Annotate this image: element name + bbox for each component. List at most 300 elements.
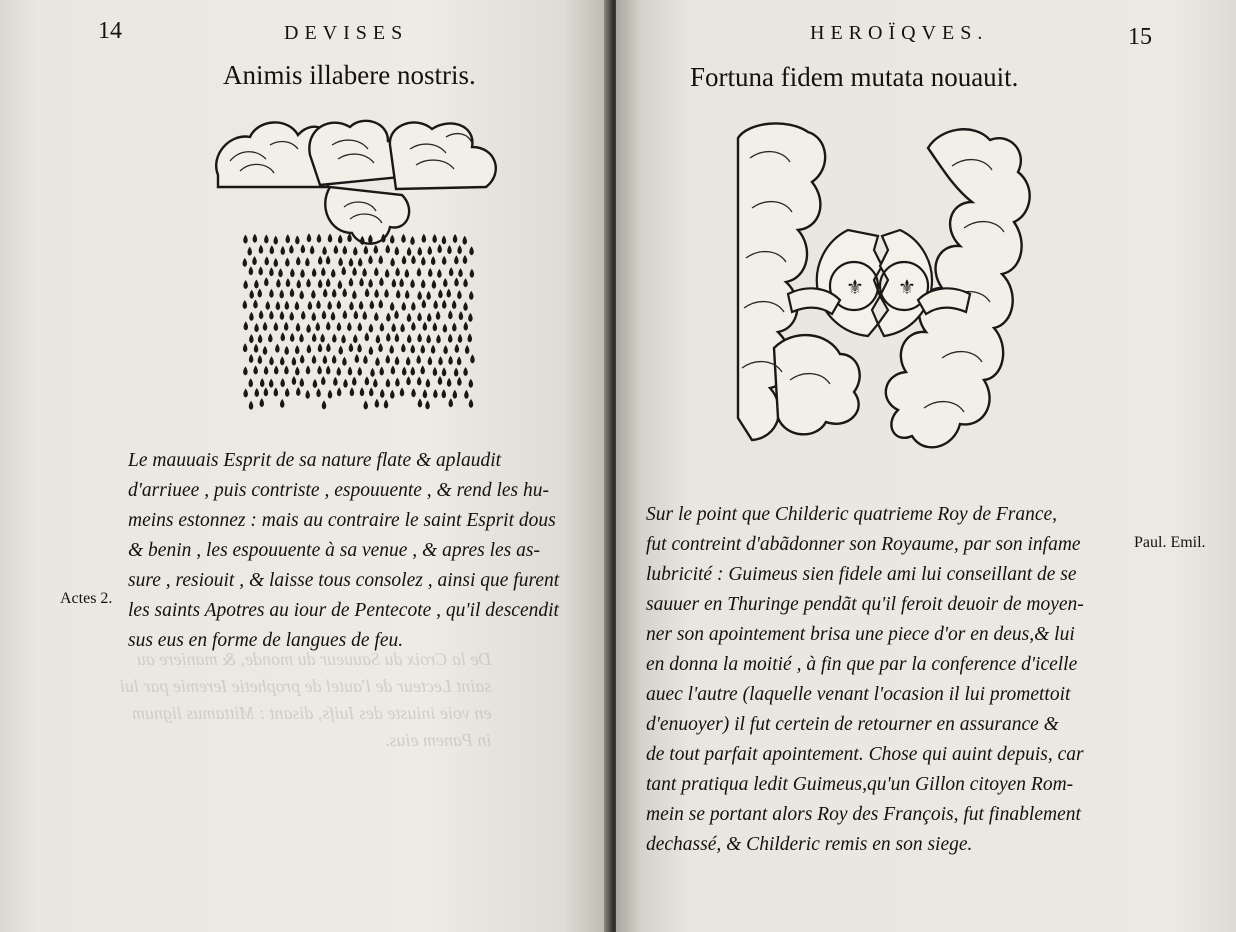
flame-mark xyxy=(369,346,374,355)
flame-mark xyxy=(355,354,360,363)
flame-mark xyxy=(443,345,448,354)
flame-mark xyxy=(243,343,248,352)
flame-mark xyxy=(313,379,318,388)
flame-mark xyxy=(395,333,400,342)
flame-mark xyxy=(263,322,268,331)
flame-mark xyxy=(427,246,432,255)
flame-mark xyxy=(312,312,317,321)
flame-mark xyxy=(449,267,454,276)
flame-mark xyxy=(379,367,384,376)
flame-mark xyxy=(350,387,355,396)
flame-mark xyxy=(390,235,395,244)
flame-mark xyxy=(326,321,331,330)
flame-mark xyxy=(400,323,405,332)
right-body-line: tant pratiqua ledit Guimeus,qu'un Gillon citoyen Rom- xyxy=(646,774,1074,795)
flame-mark xyxy=(411,322,416,331)
flame-mark xyxy=(421,279,426,288)
flame-mark xyxy=(395,246,400,255)
flame-mark xyxy=(292,357,297,366)
flame-mark xyxy=(338,257,343,266)
flame-mark xyxy=(301,244,306,253)
flame-mark xyxy=(338,234,343,243)
right-page xyxy=(616,0,1236,932)
flame-mark xyxy=(308,301,313,310)
flame-mark xyxy=(323,288,328,297)
flame-mark xyxy=(259,245,264,254)
flame-mark xyxy=(421,344,426,353)
flame-mark xyxy=(422,234,427,243)
flame-mark xyxy=(437,244,442,253)
flame-mark xyxy=(343,310,348,319)
flame-mark xyxy=(437,269,442,278)
flame-mark xyxy=(269,379,274,388)
flame-mark xyxy=(454,255,459,264)
flame-mark xyxy=(457,245,462,254)
flame-mark xyxy=(332,289,337,298)
left-body-line: sure , resiouit , & laisse tous consolez , ainsi que furent xyxy=(128,570,560,591)
flame-mark xyxy=(273,236,278,245)
flame-mark xyxy=(299,333,304,342)
flame-mark xyxy=(447,289,452,298)
left-body-line: meins estonnez : mais au contraire le saint Esprit dous xyxy=(128,510,556,531)
flame-mark xyxy=(417,333,422,342)
flame-mark xyxy=(391,323,396,332)
flame-mark xyxy=(436,311,441,320)
flame-mark xyxy=(264,387,269,396)
flame-mark xyxy=(428,268,433,277)
flame-mark xyxy=(447,378,452,387)
flame-mark xyxy=(400,388,405,397)
flame-mark xyxy=(269,310,274,319)
flame-mark xyxy=(352,377,357,386)
left-motto: Animis illabere nostris. xyxy=(223,60,476,90)
flame-mark xyxy=(390,257,395,266)
flame-mark xyxy=(348,367,353,376)
right-body-line: sauuer en Thuringe pendãt qu'il feroit deuoir de moyen- xyxy=(646,594,1084,615)
flame-mark xyxy=(462,236,467,245)
flame-mark xyxy=(275,344,280,353)
flame-mark xyxy=(426,291,431,300)
flame-mark xyxy=(253,299,257,308)
flame-mark xyxy=(286,278,291,287)
right-body-line: lubricité : Guimeus sien fidele ami lui conseillant de se xyxy=(646,564,1077,585)
flame-mark xyxy=(331,311,336,320)
flame-mark xyxy=(353,334,358,343)
flame-mark xyxy=(469,379,474,388)
left-margin-note: Actes 2. xyxy=(60,590,113,607)
flame-mark xyxy=(416,355,421,364)
flame-mark xyxy=(465,345,470,354)
flame-mark xyxy=(349,277,354,286)
flame-mark xyxy=(305,390,310,399)
flame-mark xyxy=(401,343,406,352)
flame-mark xyxy=(463,302,468,311)
flame-mark xyxy=(326,255,331,264)
flame-mark xyxy=(395,356,400,365)
flame-mark xyxy=(379,299,384,308)
flame-mark xyxy=(443,324,448,333)
flame-mark xyxy=(300,269,305,278)
flame-mark xyxy=(453,390,458,399)
flame-mark xyxy=(326,343,331,352)
flame-mark xyxy=(374,245,379,254)
flame-mark xyxy=(338,280,343,289)
flame-mark xyxy=(442,300,447,309)
flame-mark xyxy=(463,278,468,287)
flame-mark xyxy=(376,334,381,343)
flame-mark xyxy=(247,247,252,256)
flame-mark xyxy=(280,378,285,387)
flame-mark xyxy=(332,355,337,364)
flame-mark xyxy=(432,280,437,289)
flame-mark xyxy=(317,234,322,243)
flame-mark xyxy=(264,277,269,286)
flame-mark xyxy=(316,322,321,331)
flame-mark xyxy=(274,322,279,331)
flame-mark xyxy=(364,245,369,254)
flame-mark xyxy=(284,346,289,355)
flame-mark xyxy=(386,333,391,342)
flame-mark xyxy=(385,244,390,253)
svg-text:⚜: ⚜ xyxy=(898,275,916,299)
flame-mark xyxy=(343,379,348,388)
flame-mark xyxy=(284,366,289,375)
flame-mark xyxy=(449,398,454,407)
flame-mark xyxy=(326,365,331,374)
flame-mark xyxy=(464,322,469,331)
flame-mark xyxy=(316,388,321,397)
flame-mark xyxy=(269,267,274,276)
flame-mark xyxy=(365,332,370,341)
flame-mark xyxy=(252,256,257,265)
flame-mark xyxy=(312,355,317,364)
flame-mark xyxy=(322,400,327,409)
flame-mark xyxy=(457,290,462,299)
flame-mark xyxy=(341,266,346,275)
flame-mark xyxy=(249,266,254,275)
flame-mark xyxy=(410,279,415,288)
flame-mark xyxy=(438,289,443,298)
flame-mark xyxy=(370,368,375,377)
flame-mark xyxy=(307,344,312,353)
flame-mark xyxy=(442,235,447,244)
flame-mark xyxy=(249,290,254,299)
flame-mark xyxy=(468,313,473,322)
flame-mark xyxy=(410,366,415,375)
svg-text:⚜: ⚜ xyxy=(846,275,864,299)
flame-mark xyxy=(243,258,248,267)
flame-mark xyxy=(455,344,460,353)
flame-mark xyxy=(410,236,415,245)
flame-mark xyxy=(360,387,365,396)
flame-mark xyxy=(423,322,428,331)
flame-mark xyxy=(285,258,290,267)
right-body-line: ner son apointement brisa une piece d'or en deus,& lui xyxy=(646,624,1075,645)
flame-mark xyxy=(433,300,438,309)
flame-mark xyxy=(370,300,375,309)
flame-mark xyxy=(244,321,249,330)
flame-mark xyxy=(442,256,447,265)
flame-mark xyxy=(411,255,416,264)
flame-mark xyxy=(322,246,327,255)
right-body-text xyxy=(646,500,1084,860)
flame-mark xyxy=(374,289,379,298)
flame-mark xyxy=(342,288,347,297)
flame-mark xyxy=(454,368,459,377)
flame-mark xyxy=(285,301,290,310)
flame-mark xyxy=(258,288,263,297)
flame-mark xyxy=(347,233,352,242)
flame-mark xyxy=(326,278,331,287)
flame-mark xyxy=(458,334,463,343)
bleed-through-text: De la Croix du Sauueur du monde, & maniere au saint Lecteur de l'autel de prophetie Ieremie par lui en voie iniuste des Iuifs, disant : Mittamus lignum in Panem eius. xyxy=(120,649,492,750)
flame-mark xyxy=(428,356,433,365)
flame-mark xyxy=(369,387,374,396)
flame-mark xyxy=(269,289,274,298)
flame-mark xyxy=(417,376,422,385)
flame-mark xyxy=(318,256,323,265)
flame-mark xyxy=(254,323,259,332)
flame-mark xyxy=(401,234,406,243)
flame-mark xyxy=(353,247,358,256)
woodcut-clouds-fire xyxy=(210,115,510,415)
flame-mark xyxy=(276,301,281,310)
left-body-line: sus eus en forme de langues de feu. xyxy=(128,630,404,651)
flame-mark xyxy=(337,300,342,309)
flame-mark xyxy=(289,312,294,321)
right-body-line: mein se portant alors Roy des François, fut finablement xyxy=(646,804,1081,825)
flame-mark xyxy=(328,390,333,399)
flame-mark xyxy=(281,246,286,255)
flame-mark xyxy=(323,355,328,364)
flame-mark xyxy=(463,367,468,376)
flame-mark xyxy=(295,345,300,354)
flame-mark xyxy=(269,356,274,365)
flame-mark xyxy=(390,390,395,399)
flame-mark xyxy=(258,266,263,275)
flame-mark xyxy=(307,233,312,242)
flame-mark xyxy=(284,322,289,331)
flame-mark xyxy=(310,245,315,254)
flame-mark xyxy=(380,323,385,332)
flame-mark xyxy=(301,311,306,320)
flame-mark xyxy=(281,332,286,341)
flame-mark xyxy=(255,388,260,397)
flame-mark xyxy=(279,290,284,299)
flame-mark xyxy=(365,288,370,297)
flame-mark xyxy=(276,279,281,288)
flame-mark xyxy=(243,366,248,375)
flame-mark xyxy=(369,323,374,332)
flame-mark xyxy=(438,376,443,385)
flame-mark xyxy=(254,279,259,288)
flame-mark xyxy=(358,257,363,266)
flame-mark xyxy=(243,300,248,309)
flame-mark xyxy=(385,269,390,278)
flame-mark xyxy=(285,388,290,397)
flame-mark xyxy=(431,345,436,354)
flame-mark xyxy=(316,300,321,309)
flame-mark xyxy=(266,301,271,310)
flame-mark xyxy=(470,354,475,363)
flame-mark xyxy=(258,334,263,343)
flame-mark xyxy=(464,390,469,399)
flame-mark xyxy=(297,279,302,288)
right-margin-note: Paul. Emil. xyxy=(1134,534,1206,551)
flame-mark xyxy=(274,388,279,397)
flame-mark xyxy=(317,366,322,375)
flame-mark xyxy=(443,278,448,287)
left-body-line: & benin , les espouuente à sa venue , & apres les as- xyxy=(128,540,540,561)
flame-mark xyxy=(274,365,279,374)
flame-mark xyxy=(411,388,416,397)
flame-mark xyxy=(357,367,362,376)
flame-mark xyxy=(249,334,254,343)
flame-mark xyxy=(426,378,431,387)
flame-mark xyxy=(322,310,327,319)
flame-mark xyxy=(396,289,401,298)
flame-mark xyxy=(406,376,411,385)
flame-mark xyxy=(470,269,475,278)
flame-mark xyxy=(312,333,317,342)
right-body-line: auec l'autre (laquelle venant l'ocasion il lui promettoit xyxy=(646,684,1071,705)
flame-mark xyxy=(379,277,384,286)
flame-mark xyxy=(368,255,373,264)
flame-mark xyxy=(407,334,412,343)
flame-mark xyxy=(402,367,407,376)
flame-mark xyxy=(347,322,352,331)
flame-mark xyxy=(280,311,285,320)
flame-mark xyxy=(260,398,265,407)
flame-mark xyxy=(374,267,379,276)
flame-mark xyxy=(363,311,368,320)
flame-mark xyxy=(270,245,275,254)
flame-mark xyxy=(268,333,273,342)
flame-mark xyxy=(365,376,370,385)
flame-mark xyxy=(411,302,416,311)
flame-mark xyxy=(423,389,428,398)
flame-mark xyxy=(333,377,338,386)
flame-mark xyxy=(253,234,258,243)
flame-mark xyxy=(358,322,363,331)
flame-mark xyxy=(243,389,248,398)
flame-mark xyxy=(306,324,311,333)
flame-mark xyxy=(448,310,453,319)
flame-mark xyxy=(425,400,430,409)
left-body-line: les saints Apotres au iour de Pentecote , qu'il descendit xyxy=(128,600,559,621)
right-running-head: HEROÏQVES. xyxy=(810,22,989,44)
flame-mark xyxy=(343,245,348,254)
flame-mark xyxy=(405,269,410,278)
flame-mark xyxy=(386,378,391,387)
flame-mark xyxy=(386,355,391,364)
flame-mark xyxy=(352,267,357,276)
flame-mark xyxy=(402,255,407,264)
flame-mark xyxy=(406,356,411,365)
flame-mark xyxy=(436,334,441,343)
flame-mark xyxy=(417,312,422,321)
flame-mark xyxy=(254,344,259,353)
flame-mark xyxy=(448,334,453,343)
flame-mark xyxy=(378,255,383,264)
flame-mark xyxy=(418,247,423,256)
flame-mark xyxy=(286,234,291,243)
left-body-text xyxy=(128,446,559,656)
flame-mark xyxy=(454,278,459,287)
flame-mark xyxy=(452,322,457,331)
flame-mark xyxy=(311,290,316,299)
flame-mark xyxy=(373,379,378,388)
flame-mark xyxy=(334,245,339,254)
flame-mark xyxy=(458,268,463,277)
right-body-line: fut contreint d'abãdonner son Royaume, par son infame xyxy=(646,534,1081,555)
flame-mark xyxy=(452,300,457,309)
flame-mark xyxy=(420,365,425,374)
flame-mark xyxy=(263,346,268,355)
flame-mark xyxy=(453,234,458,243)
flame-mark xyxy=(433,367,438,376)
flame-mark xyxy=(321,267,326,276)
left-page-number: 14 xyxy=(98,18,122,44)
flame-mark xyxy=(463,255,468,264)
flame-mark xyxy=(384,399,389,408)
flame-mark xyxy=(260,378,265,387)
flame-mark xyxy=(418,399,423,408)
flame-mark xyxy=(337,387,342,396)
flame-mark xyxy=(422,299,427,308)
right-body-line: d'enuoyer) il fut certein de retourner en assurance & xyxy=(646,714,1059,735)
flame-mark xyxy=(337,322,342,331)
right-body-line: dechassé, & Childeric remis en son siege. xyxy=(646,834,973,855)
flame-mark xyxy=(357,344,362,353)
flame-mark xyxy=(306,278,311,287)
flame-mark xyxy=(402,302,407,311)
flame-mark xyxy=(248,378,253,387)
flame-mark xyxy=(469,246,474,255)
flame-mark xyxy=(341,334,346,343)
flame-mark xyxy=(362,268,367,277)
flame-mark xyxy=(338,346,343,355)
flame-mark xyxy=(295,301,300,310)
flame-mark xyxy=(405,290,410,299)
flame-mark xyxy=(399,278,404,287)
left-body-line: Le mauuais Esprit de sa nature flate & aplaudit xyxy=(128,450,502,471)
right-motto: Fortuna fidem mutata nouauit. xyxy=(690,62,1019,92)
flame-mark xyxy=(321,376,326,385)
flame-mark xyxy=(433,389,438,398)
flame-mark xyxy=(349,343,354,352)
flame-mark xyxy=(312,268,317,277)
flame-mark xyxy=(457,377,462,386)
flame-mark xyxy=(300,378,305,387)
right-body-line: en donna la moitié , à fin que par la conference d'icelle xyxy=(646,654,1078,675)
flame-mark xyxy=(265,256,270,265)
flame-mark xyxy=(249,354,254,363)
flame-mark xyxy=(296,256,301,265)
flame-mark xyxy=(433,322,438,331)
flame-mark xyxy=(431,256,436,265)
flame-mark xyxy=(305,257,310,266)
flame-mark xyxy=(394,310,399,319)
flame-mark xyxy=(280,399,285,408)
flame-mark xyxy=(331,269,336,278)
flame-mark xyxy=(442,389,447,398)
flame-mark xyxy=(432,234,437,243)
flame-mark xyxy=(375,357,380,366)
flame-mark xyxy=(407,247,412,256)
flame-mark xyxy=(447,245,452,254)
flame-mark xyxy=(259,310,264,319)
